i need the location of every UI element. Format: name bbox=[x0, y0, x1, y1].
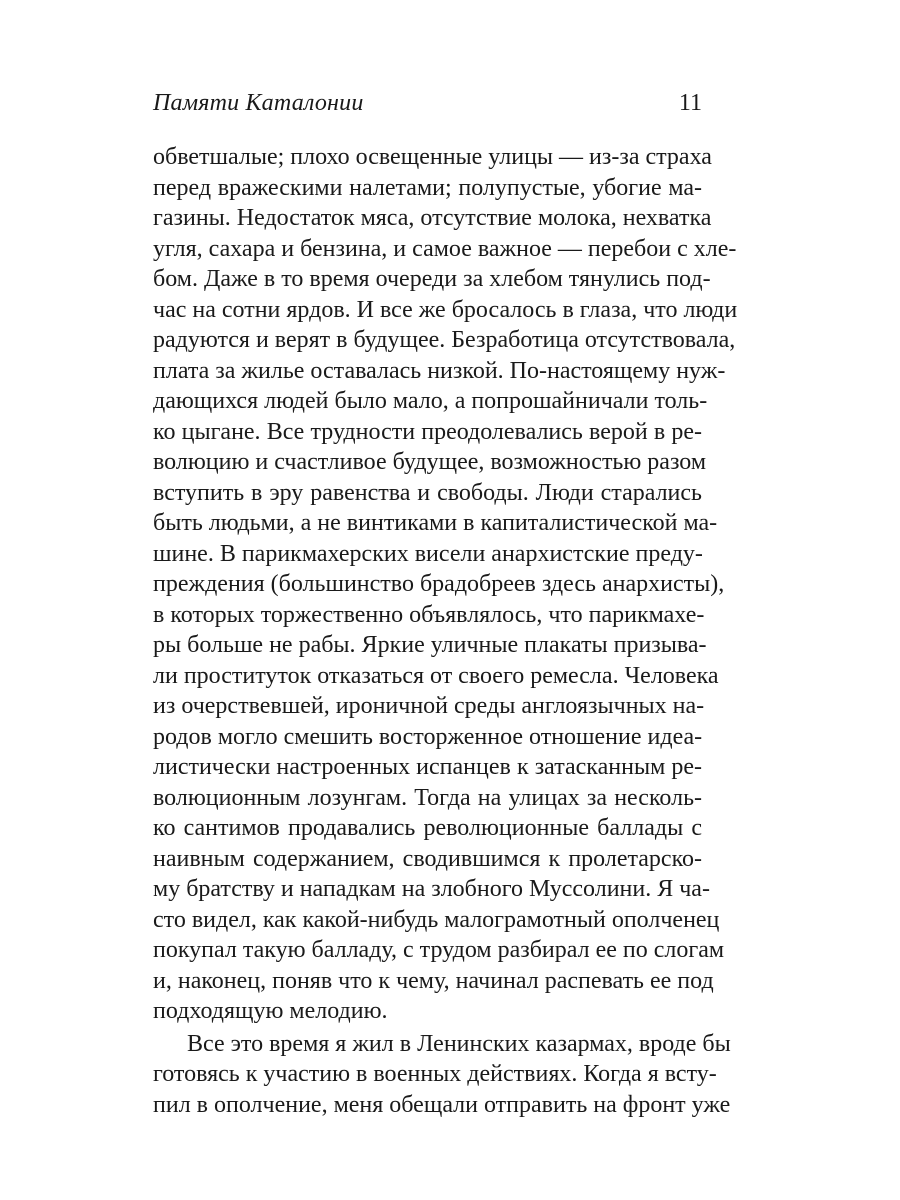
text-line: ко цыгане. Все трудности преодолевались верой в ре- bbox=[153, 418, 702, 445]
text-line: бом. Даже в то время очереди за хлебом тянулись под- bbox=[153, 266, 711, 292]
text-line: пил в ополчение, меня обещали отправить на фронт уже bbox=[153, 1091, 731, 1118]
text-line: покупал такую балладу, с трудом разбирал ее по слогам bbox=[153, 937, 725, 963]
text-body bbox=[153, 142, 738, 1120]
text-line: ко сантимов продавались революционные баллады с bbox=[153, 815, 702, 841]
text-line: родов могло смешить восторженное отношение идеа- bbox=[153, 723, 703, 750]
text-line: сто видел, как какой-нибудь малограмотный ополченец bbox=[153, 906, 720, 933]
text-line: перед вражескими налетами; полупустые, убогие ма- bbox=[153, 174, 702, 201]
running-head bbox=[153, 88, 702, 118]
text-line: Все это время я жил в Ленинских казармах, вроде бы bbox=[187, 1030, 731, 1057]
text-line: листически настроенных испанцев к затасканным ре- bbox=[153, 754, 702, 780]
text-line: плата за жилье оставалась низкой. По-настоящему нуж- bbox=[153, 357, 726, 384]
text-line: в которых торжественно объявлялось, что парикмахе- bbox=[153, 601, 705, 628]
text-line: газины. Недостаток мяса, отсутствие молока, нехватка bbox=[153, 205, 712, 231]
text-line: угля, сахара и бензина, и самое важное — перебои с хле- bbox=[153, 235, 737, 262]
text-line: шине. В парикмахерских висели анархистские преду- bbox=[153, 540, 703, 567]
text-line: подходящую мелодию. bbox=[153, 998, 388, 1024]
text-line: наивным содержанием, сводившимся к пролетарско- bbox=[153, 845, 702, 872]
text-line: волюционным лозунгам. Тогда на улицах за несколь- bbox=[153, 784, 702, 811]
text-line: му братству и нападкам на злобного Муссолини. Я ча- bbox=[153, 876, 710, 902]
text-line: час на сотни ярдов. И все же бросалось в глаза, что люди bbox=[153, 296, 738, 323]
text-line: ли проституток отказаться от своего ремесла. Человека bbox=[153, 662, 719, 689]
text-line: готовясь к участию в военных действиях. Когда я всту- bbox=[153, 1061, 717, 1087]
text-line: быть людьми, а не винтиками в капиталистической ма- bbox=[153, 510, 718, 536]
text-line: волюцию и счастливое будущее, возможностью разом bbox=[153, 449, 707, 475]
paragraph bbox=[153, 142, 738, 1027]
text-line: обветшалые; плохо освещенные улицы — из-за страха bbox=[153, 144, 712, 170]
text-line: ры больше не рабы. Яркие уличные плакаты призыва- bbox=[153, 632, 707, 658]
text-line: вступить в эру равенства и свободы. Люди старались bbox=[153, 479, 702, 506]
text-line: и, наконец, поняв что к чему, начинал распевать ее под bbox=[153, 967, 714, 994]
paragraph bbox=[153, 1029, 731, 1121]
text-line: из очерствевшей, ироничной среды англоязычных на- bbox=[153, 693, 705, 719]
text-line: преждения (большинство брадобреев здесь анархисты), bbox=[153, 571, 725, 597]
running-title: Памяти Каталонии bbox=[153, 90, 364, 116]
text-line: дающихся людей было мало, а попрошайничали толь- bbox=[153, 388, 708, 414]
text-line: радуются и верят в будущее. Безработица отсутствовала, bbox=[153, 327, 736, 353]
page-number: 11 bbox=[678, 90, 702, 116]
